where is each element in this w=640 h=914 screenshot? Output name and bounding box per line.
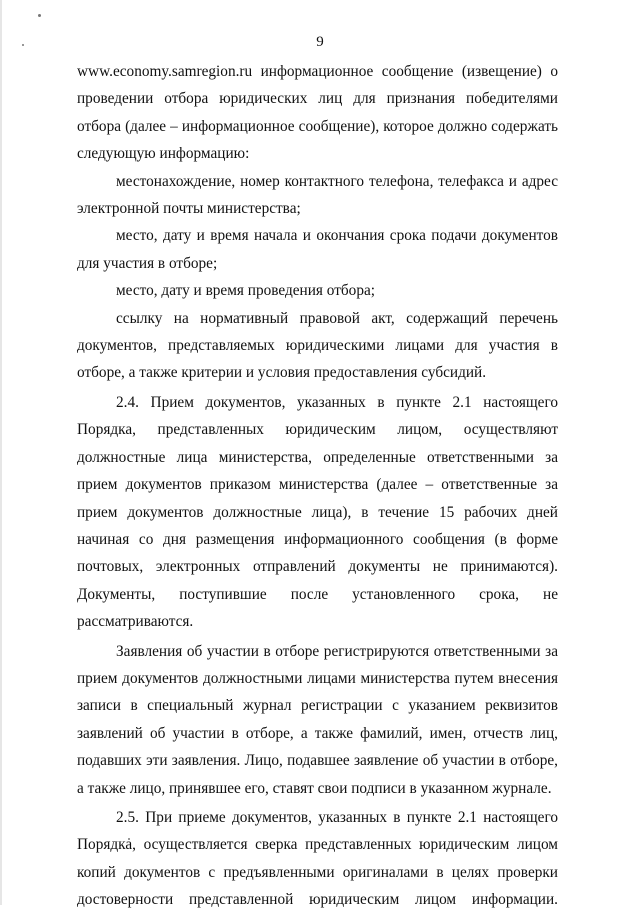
paragraph-location-contacts: местонахождение, номер контактного телефона, телефакса и адрес электронной почты министерства; [77, 172, 558, 218]
paragraph-submission-period: место, дату и время начала и окончания срока подачи документов для участия в отборе; [77, 227, 558, 272]
paragraph-section-2-4: 2.4. Прием документов, указанных в пункте 2.1 настоящего Порядка, представленных юридическим лицом, осуществляют должностные лица министерства, определенные ответственными за прием документов приказом министерства (далее – ответственные за прием документов должностные лица), в течение 15 рабочих дней начиная со дня размещения информационного сообщения (в форме почтовых, электронных отправлений документы не принимаются). Документы, поступившие после установленного срока, не рассматриваются. [77, 393, 558, 631]
scan-edge [0, 0, 2, 905]
paragraph-info-message: www.economy.samregion.ru информационное сообщение (извещение) о проведении отбора юридических лиц для признания победителями отбора (далее – информационное сообщение), которое должно содержать следующую информацию: [77, 63, 558, 163]
paragraph-legal-act-link: ссылку на нормативный правовой акт, содержащий перечень документов, представляемых юридическими лицами для участия в отборе, а также критерии и условия предоставления субсидий. [77, 309, 558, 382]
scan-speck [38, 14, 41, 17]
paragraph-selection-time: место, дату и время проведения отбора; [116, 282, 376, 300]
paragraph-section-2-5: 2.5. При приеме документов, указанных в пункте 2.1 настоящего Порядка, осуществляется сверка представленных юридическим лицом копий документов с предъявленными оригиналами в целях проверки достоверности представленной юридическим лицом информации. [77, 808, 558, 909]
paragraph-application-registration: Заявления об участии в отборе регистрируются ответственными за прием документов должностными лицами министерства путем внесения записи в специальный журнал регистрации с указанием реквизитов заявлений об участии в отборе, а также фамилий, имен, отчеств лиц, подавших эти заявления. Лицо, подавшее заявление об участии в отборе, а также лицо, принявшее его, ставят свои подписи в указанном журнале. [77, 642, 558, 797]
page-number: 9 [316, 34, 324, 50]
document-body [77, 58, 558, 914]
